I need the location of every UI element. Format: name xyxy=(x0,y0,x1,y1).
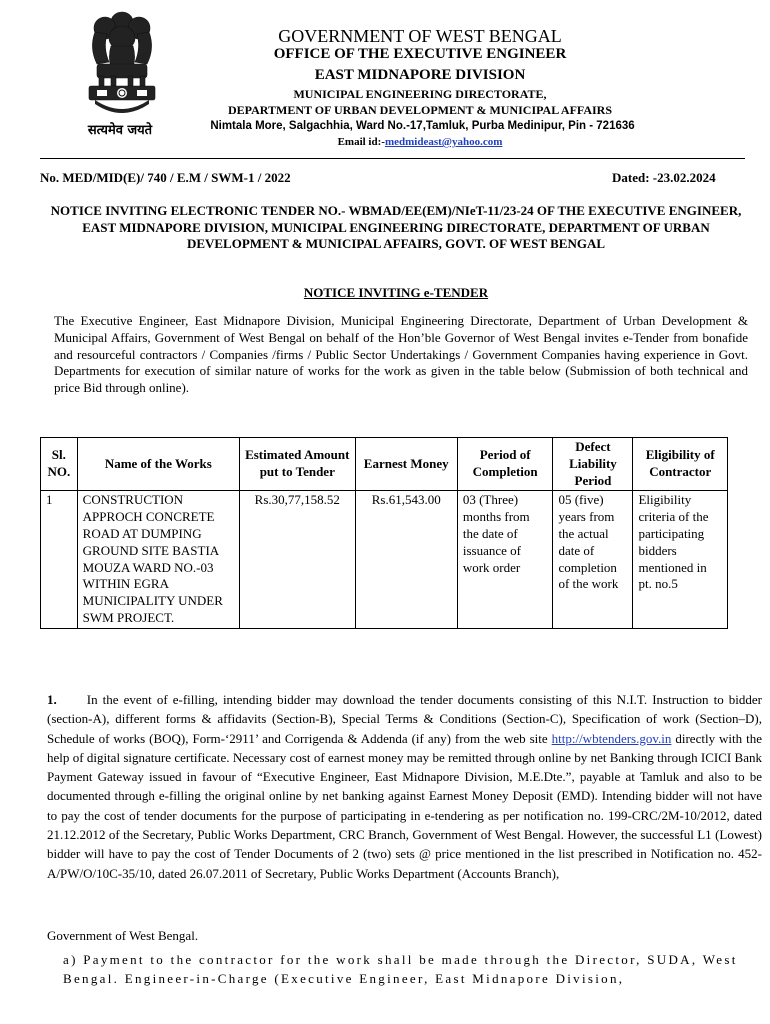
notice-title: NOTICE INVITING ELECTRONIC TENDER NO.- WBMAD/EE(EM)/NIeT-11/23-24 OF THE EXECUTIVE ENGINEER, EAST MIDNAPORE DIVISION, MUNICIPAL ENGINEERING DIRECTORATE, DEPARTMENT OF URBAN DEVELOPMENT & MUNICIPAL AFFAIRS, GOVT. OF WEST BENGAL xyxy=(50,203,742,251)
clause-1-text-a: In the event of e-filling, intending bidder may download the tender documents consisting of this N.I.T. Instruction to bidder (section-A), different forms & affidavits (Section-B), Special Terms & Conditions (Section-C), Specification of work (Section–D), Schedule of works (BOQ), Form-‘2911’ and Corrigenda & Addenda (if any) from the web site xyxy=(47,692,762,746)
emblem-motto: सत्यमेव जयते xyxy=(87,123,153,138)
col-header-eligibility: Eligibility of Contractor xyxy=(633,438,728,491)
lion-capital-emblem-icon xyxy=(75,8,170,120)
state-emblem xyxy=(75,8,170,130)
header-divider xyxy=(40,158,745,159)
col-header-amount: Estimated Amount put to Tender xyxy=(239,438,355,491)
clause-a-payment: a) Payment to the contractor for the work shall be made through the Director, SUDA, West Bengal. Engineer-in-Charge (Executive Engineer, East Midnapore Division, xyxy=(63,952,738,986)
header-department: DEPARTMENT OF URBAN DEVELOPMENT & MUNICIPAL AFFAIRS xyxy=(227,103,613,117)
col-header-completion: Period of Completion xyxy=(457,438,553,491)
tender-table xyxy=(40,437,728,629)
cell-sl: 1 xyxy=(41,491,78,628)
header-directorate: MUNICIPAL ENGINEERING DIRECTORATE, xyxy=(293,87,547,101)
col-header-sl: Sl. NO. xyxy=(41,438,78,491)
email-label: Email id:- xyxy=(337,136,385,148)
email-link[interactable]: medmideast@yahoo.com xyxy=(384,136,503,148)
header-email xyxy=(250,136,590,148)
wbtenders-link[interactable]: http://wbtenders.gov.in xyxy=(551,730,672,746)
cell-work: CONSTRUCTION APPROCH CONCRETE ROAD AT DUMPING GROUND SITE BASTIA MOUZA WARD NO.-03 WITHIN EGRA MUNICIPALITY UNDER SWM PROJECT. xyxy=(77,491,239,628)
col-header-work: Name of the Works xyxy=(77,438,239,491)
cell-earnest: Rs.61,543.00 xyxy=(355,491,457,628)
notice-intro: The Executive Engineer, East Midnapore Division, Municipal Engineering Directorate, Department of Urban Development & Municipal Affairs, Government of West Bengal on behalf of the Hon’ble Governor of West Bengal invites e-Tender from bonafide and resourceful contractors / Companies /firms / Public Sector Undertakings / Government Companies having experience in Govt. Departments for execution of similar nature of works for the work as given in the table below (Submission of both technical and price Bid through online). xyxy=(54,313,748,396)
clause-1 xyxy=(47,690,762,883)
reference-date: Dated: -23.02.2024 xyxy=(612,170,716,185)
header-government: GOVERNMENT OF WEST BENGAL xyxy=(278,26,562,46)
header-address: Nimtala More, Salgachhia, Ward No.-17,Tamluk, Purba Medinipur, Pin - 721636 xyxy=(210,120,635,132)
clause-1-text-b: directly with the help of digital signature certificate. Necessary cost of earnest money may be remitted through online by net Banking through ICICI Bank Payment Gateway issued in favour of “Executive Engineer, East Midnapore Division, M.E.Dte.”, payable at Tamluk and also to be documented through e-filling the original online by net banking against Earnest Money Deposit (EMD). Intending bidder will not have to pay the cost of tender documents for the purpose of participating in e-tendering as per notification no. 199-CRC/2M-10/2012, dated 21.12.2012 of the Secretary, Public Works Department, CRC Branch, Government of West Bengal. However, the successful L1 (Lowest) bidder will have to pay the cost of Tender Documents of 2 (two) sets @ price mentioned in the list prescribed in Notification no. 452-A/PW/O/10C-35/10, dated 26.07.2011 of Secretary, Public Works Department (Accounts Branch), xyxy=(47,730,762,881)
col-header-earnest: Earnest Money xyxy=(355,438,457,491)
cell-completion: 03 (Three) months from the date of issuance of work order xyxy=(457,491,553,628)
cell-eligibility: Eligibility criteria of the participating bidders mentioned in pt. no.5 xyxy=(633,491,728,628)
clause-1-number: 1. xyxy=(47,692,57,707)
clause-1-closing: Government of West Bengal. xyxy=(47,928,199,943)
header-office: OFFICE OF THE EXECUTIVE ENGINEER xyxy=(273,46,567,62)
header-division: EAST MIDNAPORE DIVISION xyxy=(314,67,526,83)
cell-amount: Rs.30,77,158.52 xyxy=(239,491,355,628)
cell-defect: 05 (five) years from the actual date of completion of the work xyxy=(553,491,633,628)
col-header-defect: Defect Liability Period xyxy=(553,438,633,491)
table-header-row xyxy=(41,438,728,491)
notice-subheading: NOTICE INVITING e-TENDER xyxy=(303,285,489,300)
reference-number: No. MED/MID(E)/ 740 / E.M / SWM-1 / 2022 xyxy=(40,170,291,185)
table-row xyxy=(41,491,728,628)
